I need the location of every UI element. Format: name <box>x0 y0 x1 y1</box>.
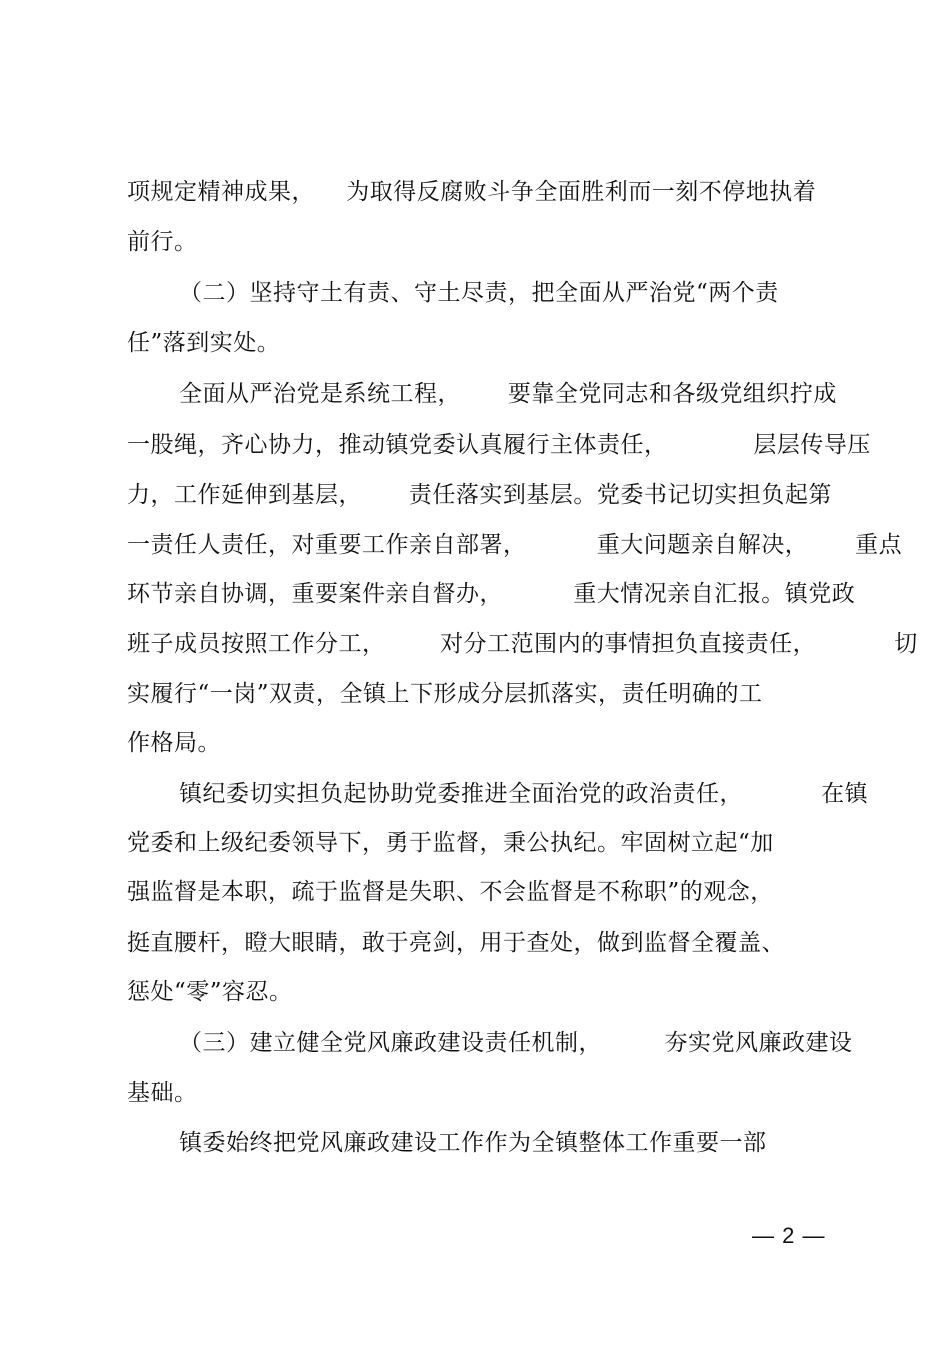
text-line: 一责任人责任，对重要工作亲自部署， 重大问题亲自解决， 重点 <box>127 532 903 558</box>
text-line: 强监督是本职，疏于监督是失职、不会监督是不称职”的观念， <box>127 879 774 905</box>
text-line: 作格局。 <box>127 730 221 756</box>
section-heading-2-continuation: 任”落到实处。 <box>127 330 281 356</box>
text-line: 镇纪委切实担负起协助党委推进全面治党的政治责任， 在镇 <box>179 781 869 807</box>
text-line: 项规定精神成果， 为取得反腐败斗争全面胜利而一刻不停地执着 <box>127 179 817 205</box>
text-line: 全面从严治党是系统工程， 要靠全党同志和各级党组织拧成 <box>179 381 837 407</box>
text-line: 惩处“零”容忍。 <box>127 979 293 1005</box>
text-line: 挺直腰杆，瞪大眼睛，敢于亮剑，用于查处，做到监督全覆盖、 <box>127 930 785 956</box>
text-line: 镇委始终把党风廉政建设工作作为全镇整体工作重要一部 <box>179 1130 767 1156</box>
section-heading-3: （三）建立健全党风廉政建设责任机制， 夯实党风廉政建设 <box>179 1030 853 1056</box>
text-line: 环节亲自协调，重要案件亲自督办， 重大情况亲自汇报。镇党政 <box>127 581 856 607</box>
text-line: 党委和上级纪委领导下，勇于监督，秉公执纪。牢固树立起“加 <box>127 830 774 856</box>
section-heading-2: （二）坚持守土有责、守土尽责，把全面从严治党“两个责 <box>179 280 779 306</box>
text-line: 一股绳，齐心协力，推动镇党委认真履行主体责任， 层层传导压 <box>127 432 871 458</box>
section-heading-3-continuation: 基础。 <box>127 1080 198 1106</box>
text-line: 实履行“一岗”双责，全镇上下形成分层抓落实，责任明确的工 <box>127 681 763 707</box>
page-number: — 2 — <box>752 1223 826 1248</box>
text-line: 前行。 <box>127 229 198 255</box>
text-line: 班子成员按照工作分工， 对分工范围内的事情担负直接责任， 切 <box>127 631 918 657</box>
text-line: 力，工作延伸到基层， 责任落实到基层。党委书记切实担负起第 <box>127 482 832 508</box>
